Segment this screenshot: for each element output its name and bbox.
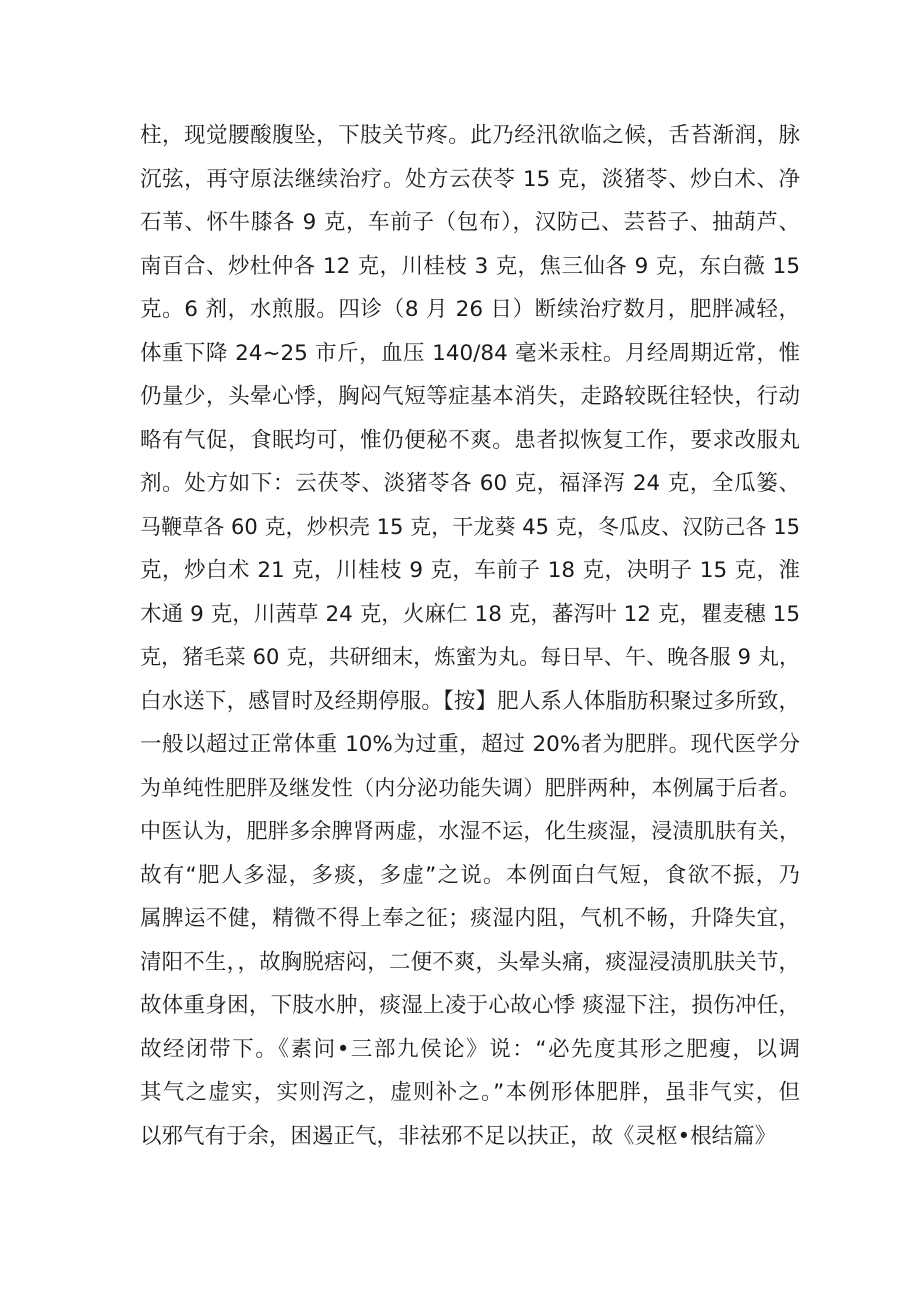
text-line: 略有气促，食眠均可，惟仍便秘不爽。患者拟恢复工作，要求改服丸: [140, 427, 800, 453]
text-line: 为单纯性肥胖及继发性（内分泌功能失调）肥胖两种，本例属于后者。: [140, 775, 800, 800]
text-line: 克。6 剂，水煎服。四诊（8 月 26 日）断续治疗数月，肥胖减轻，: [140, 297, 800, 322]
text-line: 体重下降 24~25 市斤，血压 140/84 毫米汞柱。月经周期近常，惟: [140, 340, 800, 366]
text-line: 其气之虚实，实则泻之，虚则补之。”本例形体肥胖，虽非气实，但: [140, 1080, 800, 1105]
text-line: 故有“肥人多湿，多痰，多虚”之说。本例面白气短，食欲不振，乃: [140, 862, 800, 888]
text-line: 石苇、怀牛膝各 9 克，车前子（包布），汉防己、芸苔子、抽葫芦、: [140, 210, 800, 235]
text-line: 中医认为，肥胖多余脾肾两虚，水湿不运，化生痰湿，浸渍肌肤有关，: [140, 819, 800, 843]
text-line: 克，炒白术 21 克，川桂枝 9 克，车前子 18 克，决明子 15 克，淮: [140, 558, 800, 583]
text-line: 南百合、炒杜仲各 12 克，川桂枝 3 克，焦三仙各 9 克，东白薇 15: [140, 253, 800, 279]
body-text: [140, 114, 800, 1158]
text-line: 剂。处方如下：云茯苓、淡猪苓各 60 克，福泽泻 24 克，全瓜篓、: [140, 471, 800, 496]
text-line: 克，猪毛菜 60 克，共研细末，炼蜜为丸。每日早、午、晚各服 9 丸，: [140, 645, 800, 669]
text-line: 以邪气有于余，困遏正气，非祛邪不足以扶正，故《灵枢•根结篇》: [140, 1123, 777, 1149]
text-line: 马鞭草各 60 克，炒枳壳 15 克，干龙葵 45 克，冬瓜皮、汉防己各 15: [140, 514, 800, 539]
text-line: 柱，现觉腰酸腹坠，下肢关节疼。此乃经汛欲临之候，舌苔渐润，脉: [140, 123, 800, 148]
text-line: 故体重身困，下肢水肿，痰湿上凌于心故心悸 痰湿下注，损伤冲任，: [140, 993, 800, 1018]
text-line: 故经闭带下。《素问•三部九侯论》说：“必先度其形之肥瘦，以调: [140, 1036, 800, 1062]
text-line: 属脾运不健，精微不得上奉之征；痰湿内阻，气机不畅，升降失宜，: [140, 906, 800, 931]
text-line: 木通 9 克，川茜草 24 克，火麻仁 18 克，蕃泻叶 12 克，瞿麦穗 15: [140, 601, 800, 627]
text-line: 仍量少，头晕心悸，胸闷气短等症基本消失，走路较既往轻快，行动: [140, 384, 800, 409]
text-line: 沉弦，再守原法继续治疗。处方云茯苓 15 克，淡猪苓、炒白术、净: [140, 166, 800, 192]
text-line: 白水送下，感冒时及经期停服。【按】肥人系人体脂肪积聚过多所致，: [140, 688, 800, 714]
text-line: 清阳不生，，故胸脱痞闷，二便不爽，头晕头痛，痰湿浸渍肌肤关节，: [140, 949, 800, 975]
text-line: 一般以超过正常体重 10%为过重，超过 20%者为肥胖。现代医学分: [140, 732, 800, 757]
